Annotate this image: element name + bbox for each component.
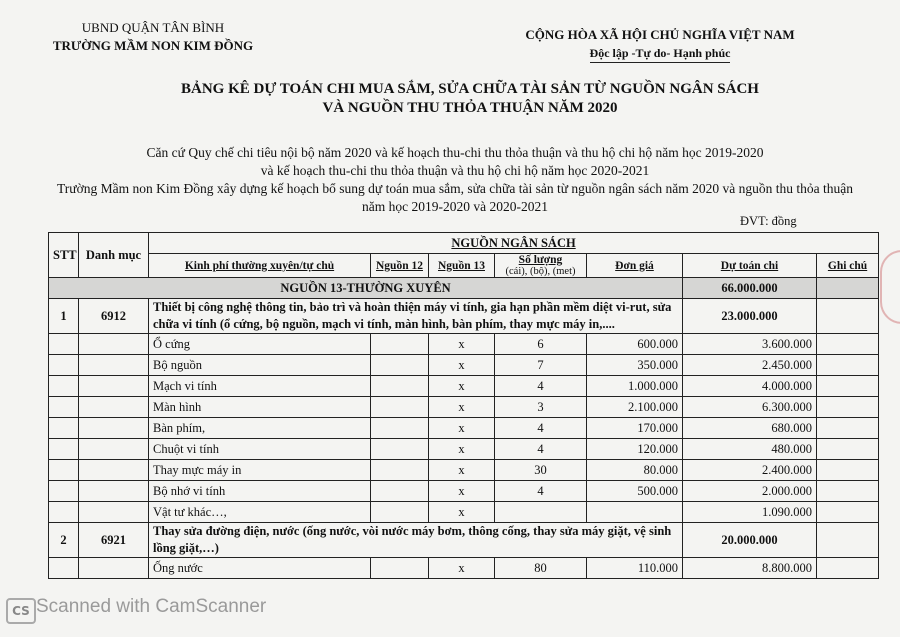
item-unit-price: 350.000 [587, 355, 683, 376]
header-note: Ghi chú [817, 254, 879, 278]
item-source-13: x [429, 334, 495, 355]
category-stt: 1 [49, 299, 79, 334]
item-quantity: 4 [495, 481, 587, 502]
national-motto [510, 27, 810, 63]
item-amount: 480.000 [683, 439, 817, 460]
header-estimate: Dự toán chi [683, 254, 817, 278]
issuing-organization [38, 20, 268, 54]
table-row [49, 558, 879, 579]
table-row [49, 334, 879, 355]
item-amount: 2.450.000 [683, 355, 817, 376]
item-name: Màn hình [149, 397, 371, 418]
item-unit-price: 110.000 [587, 558, 683, 579]
category-row-2 [49, 523, 879, 558]
header-source-13: Nguồn 13 [429, 254, 495, 278]
item-amount: 4.000.000 [683, 376, 817, 397]
item-unit-price: 1.000.000 [587, 376, 683, 397]
item-source-13: x [429, 481, 495, 502]
legal-basis [20, 144, 890, 216]
item-amount: 8.800.000 [683, 558, 817, 579]
header-unit-price: Đơn giá [587, 254, 683, 278]
header-expense: Kinh phí thường xuyên/tự chủ [149, 254, 371, 278]
table-row [49, 376, 879, 397]
basis-line-1: Căn cứ Quy chế chi tiêu nội bộ năm 2020 và kế hoạch thu-chi thu thỏa thuận và thu hộ chi hộ năm học 2019-2020 [146, 145, 764, 160]
item-amount: 1.090.000 [683, 502, 817, 523]
table-row [49, 460, 879, 481]
item-source-13: x [429, 355, 495, 376]
item-amount: 3.600.000 [683, 334, 817, 355]
document-title [100, 80, 840, 118]
item-amount: 2.400.000 [683, 460, 817, 481]
table-row [49, 418, 879, 439]
item-amount: 6.300.000 [683, 397, 817, 418]
table-row [49, 502, 879, 523]
item-source-13: x [429, 439, 495, 460]
camscanner-logo: CS [6, 598, 36, 624]
item-quantity: 30 [495, 460, 587, 481]
table-row [49, 397, 879, 418]
item-unit-price: 170.000 [587, 418, 683, 439]
title-line-1: BẢNG KÊ DỰ TOÁN CHI MUA SẮM, SỬA CHỮA TÀI SẢN TỪ NGUỒN NGÂN SÁCH [181, 81, 759, 97]
budget-table [48, 232, 879, 579]
item-unit-price: 500.000 [587, 481, 683, 502]
item-unit-price: 2.100.000 [587, 397, 683, 418]
item-name: Ổ cứng [149, 334, 371, 355]
table-row [49, 355, 879, 376]
country-name: CỘNG HÒA XÃ HỘI CHỦ NGHĨA VIỆT NAM [525, 27, 795, 42]
item-unit-price: 120.000 [587, 439, 683, 460]
category-stt: 2 [49, 523, 79, 558]
category-code: 6921 [79, 523, 149, 558]
item-name: Chuột vi tính [149, 439, 371, 460]
item-quantity: 3 [495, 397, 587, 418]
item-name: Mạch vi tính [149, 376, 371, 397]
category-code: 6912 [79, 299, 149, 334]
category-note [817, 299, 879, 334]
item-quantity [495, 502, 587, 523]
table-header-row-1 [49, 233, 879, 254]
table-row [49, 481, 879, 502]
item-unit-price [587, 502, 683, 523]
item-name: Ống nước [149, 558, 371, 579]
table-row [49, 439, 879, 460]
basis-line-2: và kế hoạch thu-chi thu thỏa thuận và thu hộ chi hộ năm học 2020-2021 [260, 163, 650, 178]
red-seal-stamp [880, 250, 900, 324]
category-total: 23.000.000 [683, 299, 817, 334]
item-name: Thay mực máy in [149, 460, 371, 481]
section-total: 66.000.000 [683, 278, 817, 299]
item-unit-price: 80.000 [587, 460, 683, 481]
item-name: Vật tư khác…, [149, 502, 371, 523]
school-name: TRƯỜNG MẦM NON KIM ĐỒNG [52, 38, 254, 53]
item-unit-price: 600.000 [587, 334, 683, 355]
item-quantity: 4 [495, 376, 587, 397]
item-source-13: x [429, 558, 495, 579]
table-header-row-2 [49, 254, 879, 278]
item-source-13: x [429, 460, 495, 481]
header-quantity-label: Số lượng [518, 254, 563, 266]
item-name: Bàn phím, [149, 418, 371, 439]
item-quantity: 6 [495, 334, 587, 355]
item-source-13: x [429, 397, 495, 418]
header-quantity [495, 254, 587, 278]
item-amount: 680.000 [683, 418, 817, 439]
category-total: 20.000.000 [683, 523, 817, 558]
category-description: Thay sửa đường điện, nước (ống nước, vòi nước máy bơm, thông cống, thay sửa máy giặt, vệ sinh lồng giặt,…) [149, 523, 683, 558]
section-label: NGUỒN 13-THƯỜNG XUYÊN [49, 278, 683, 299]
category-description: Thiết bị công nghệ thông tin, bảo trì và hoàn thiện máy vi tính, gia hạn phần mềm diệt vi-rut, sửa chữa vi tính (ổ cứng, bộ nguồn, mạch vi tính, màn hình, bàn phím, thay mực máy in,.... [149, 299, 683, 334]
item-quantity: 7 [495, 355, 587, 376]
item-quantity: 80 [495, 558, 587, 579]
basis-line-3: Trường Mầm non Kim Đồng xây dựng kế hoạch bổ sung dự toán mua sắm, sửa chữa tài sản từ nguồn ngân sách năm 2020 và nguồn thu thỏa thuận [57, 181, 853, 196]
scanner-watermark: Scanned with CamScanner [36, 596, 267, 617]
header-stt: STT [49, 233, 79, 278]
motto: Độc lập -Tự do- Hạnh phúc [590, 46, 731, 63]
header-category: Danh mục [79, 233, 149, 278]
item-name: Bộ nhớ vi tính [149, 481, 371, 502]
district-committee: UBND QUẬN TÂN BÌNH [81, 20, 225, 35]
header-quantity-unit: (cái), (bộ), (met) [505, 266, 576, 277]
item-name: Bộ nguồn [149, 355, 371, 376]
item-source-13: x [429, 502, 495, 523]
item-quantity: 4 [495, 418, 587, 439]
item-source-13: x [429, 418, 495, 439]
section-row [49, 278, 879, 299]
category-note [817, 523, 879, 558]
header-source-12: Nguồn 12 [371, 254, 429, 278]
item-source-13: x [429, 376, 495, 397]
basis-line-4: năm học 2019-2020 và 2020-2021 [362, 199, 548, 214]
currency-unit: ĐVT: đồng [740, 214, 797, 228]
title-line-2: VÀ NGUỒN THU THỎA THUẬN NĂM 2020 [322, 100, 618, 116]
section-note [817, 278, 879, 299]
item-amount: 2.000.000 [683, 481, 817, 502]
item-quantity: 4 [495, 439, 587, 460]
header-budget-source: NGUỒN NGÂN SÁCH [149, 233, 879, 254]
category-row-1 [49, 299, 879, 334]
